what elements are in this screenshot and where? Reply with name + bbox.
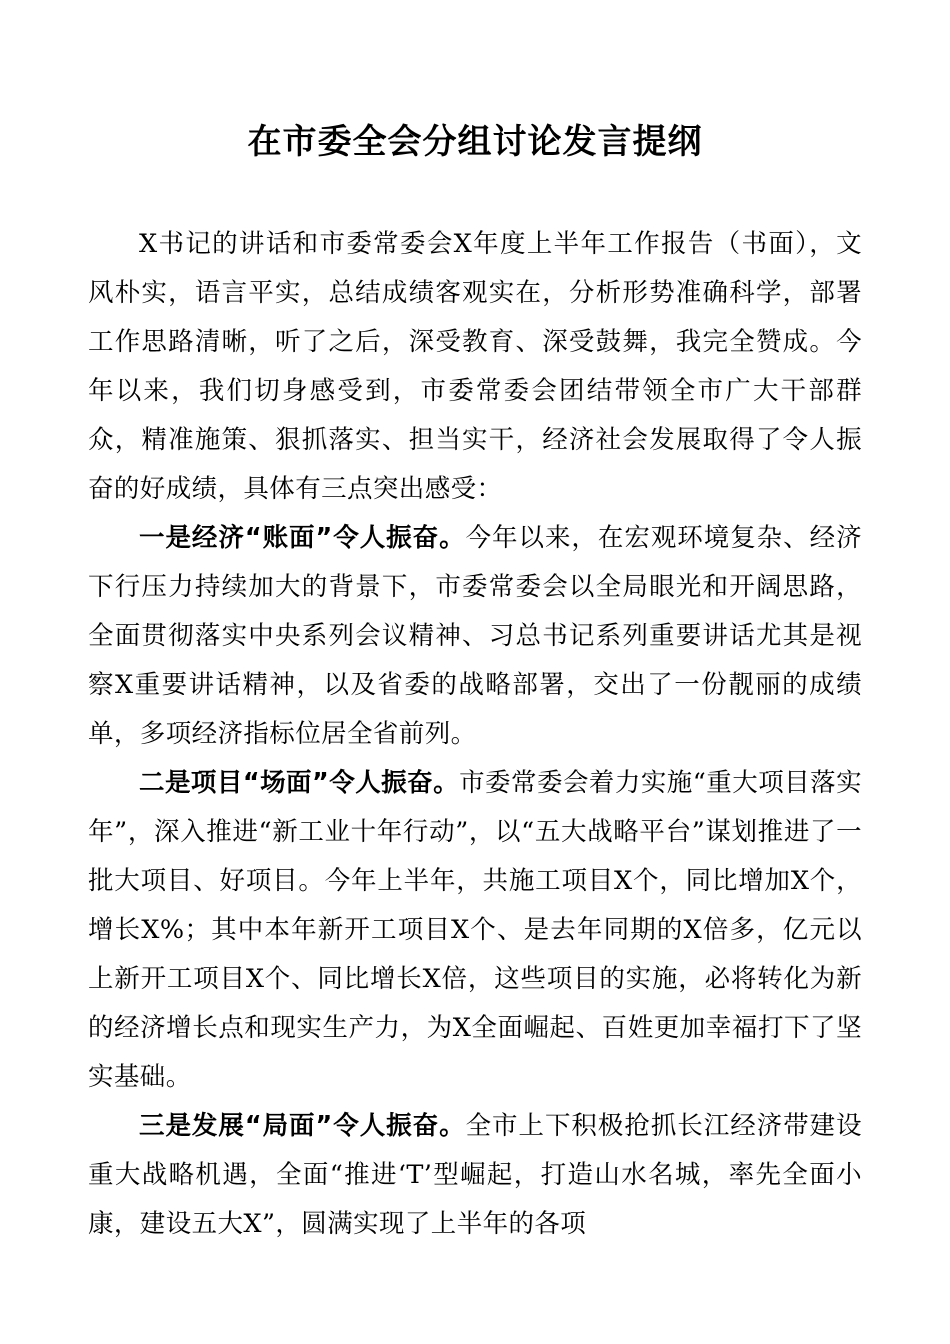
page-title: 在市委全会分组讨论发言提纲 (247, 122, 703, 162)
paragraph-1 (88, 220, 862, 514)
paragraph-4-lead: 三是发展“局面”令人振奋。 (139, 1111, 466, 1141)
document-body (88, 220, 862, 1249)
paragraph-3-text: 市委常委会着力实施“重大项目落实年”，深入推进“新工业十年行动”，以“五大战略平台”谋划推进了一批大项目、好项目。今年上半年，共施工项目X个，同比增加X个，增长X%；其中本年新开工项目X个、是去年同期的X倍多，亿元以上新开工项目X个、同比增长X倍，这些项目的实施，必将转化为新的经济增长点和现实生产力，为X全面崛起、百姓更加幸福打下了坚实基础。 (88, 768, 862, 1092)
paragraph-3-lead: 二是项目“场面”令人振奋。 (139, 768, 460, 798)
paragraph-3 (88, 759, 862, 1102)
paragraph-4 (88, 1102, 862, 1249)
paragraph-1-text: X书记的讲话和市委常委会X年度上半年工作报告（书面），文风朴实，语言平实，总结成绩客观实在，分析形势准确科学，部署工作思路清晰，听了之后，深受教育、深受鼓舞，我完全赞成。今年以来，我们切身感受到，市委常委会团结带领全市广大干部群众，精准施策、狠抓落实、担当实干，经济社会发展取得了令人振奋的好成绩，具体有三点突出感受： (88, 229, 862, 504)
paragraph-2-text: 今年以来，在宏观环境复杂、经济下行压力持续加大的背景下，市委常委会以全局眼光和开阔思路，全面贯彻落实中央系列会议精神、习总书记系列重要讲话尤其是视察X重要讲话精神，以及省委的战略部署，交出了一份靓丽的成绩单，多项经济指标位居全省前列。 (88, 523, 862, 749)
paragraph-2 (88, 514, 862, 759)
paragraph-4-text: 全市上下积极抢抓长江经济带建设重大战略机遇，全面“推进‘T’型崛起，打造山水名城，率先全面小康，建设五大X”，圆满实现了上半年的各项 (88, 1111, 862, 1239)
paragraph-2-lead: 一是经济“账面”令人振奋。 (139, 523, 466, 553)
